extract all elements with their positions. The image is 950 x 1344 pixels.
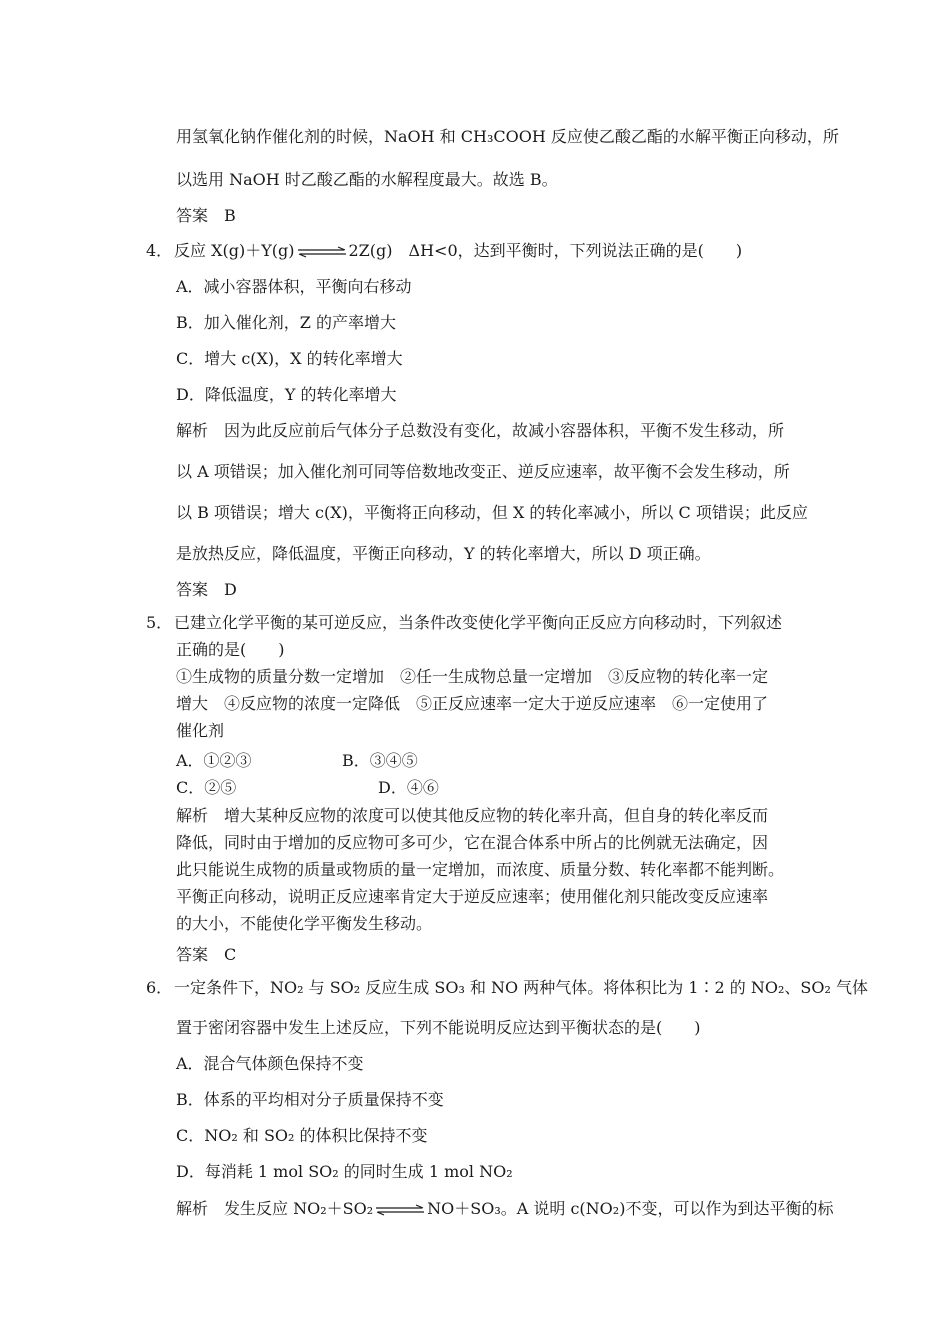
q4-analysis-line-2: 以 A 项错误；加入催化剂可同等倍数地改变正、逆反应速率，故平衡不会发生移动，所 [176,462,790,481]
q5-statements-line-2: 增大 ④反应物的浓度一定降低 ⑤正反应速率一定大于逆反应速率 ⑥一定使用了 [176,694,769,713]
q4-answer: 答案 D [176,580,237,599]
q5-number: 5． [146,613,173,632]
q5-analysis-line-2: 降低，同时由于增加的反应物可多可少，它在混合体系中所占的比例就无法确定，因 [176,833,769,852]
q6-analysis-part-2: NO＋SO₃。A 说明 c(NO₂)不变，可以作为到达平衡的标 [427,1199,834,1218]
q4-stem-part-1: 反应 X(g)＋Y(g) [174,241,295,260]
q6-stem-text: 一定条件下，NO₂ 与 SO₂ 反应生成 SO₃ 和 NO 两种气体。将体积比为 1∶2 的 NO₂、SO₂ 气体 [174,978,868,997]
q5-option-a: A．①②③ [176,751,252,770]
q4-option-b: B．加入催化剂，Z 的产率增大 [176,313,396,332]
q3-analysis-line-2: 以选用 NaOH 时乙酸乙酯的水解程度最大。故选 B。 [176,170,558,189]
q4-option-a: A．减小容器体积，平衡向右移动 [176,277,412,296]
equilibrium-arrow-icon [374,1204,426,1216]
q4-stem-part-2: 2Z(g) ΔH<0，达到平衡时，下列说法正确的是( ) [348,241,743,260]
q3-analysis-line-1: 用氢氧化钠作催化剂的时候，NaOH 和 CH₃COOH 反应使乙酸乙酯的水解平衡正向移动，所 [176,127,839,146]
q5-answer: 答案 C [176,945,237,964]
q4-analysis-line-1: 解析 因为此反应前后气体分子总数没有变化，故减小容器体积，平衡不发生移动，所 [176,421,785,440]
q6-option-b: B．体系的平均相对分子质量保持不变 [176,1090,444,1109]
q6-stem-line-2: 置于密闭容器中发生上述反应，下列不能说明反应达到平衡状态的是( ) [176,1018,701,1037]
q6-stem-line-1 [146,978,868,998]
q3-answer: 答案 B [176,206,236,225]
q6-number: 6． [146,978,173,997]
q6-option-d: D．每消耗 1 mol SO₂ 的同时生成 1 mol NO₂ [176,1162,513,1181]
q6-analysis-line-1 [176,1199,833,1219]
q5-statements-line-3: 催化剂 [176,721,225,740]
q5-stem-line-2: 正确的是( ) [176,640,285,659]
q5-stem-line-1 [146,613,782,633]
q6-option-a: A．混合气体颜色保持不变 [176,1054,364,1073]
q6-option-c: C．NO₂ 和 SO₂ 的体积比保持不变 [176,1126,428,1145]
q5-option-b: B．③④⑤ [342,751,418,770]
q4-option-c: C．增大 c(X)，X 的转化率增大 [176,349,403,368]
q4-number: 4． [146,241,173,260]
q5-analysis-line-5: 的大小，不能使化学平衡发生移动。 [176,914,433,933]
equilibrium-arrow-icon [296,246,348,258]
q5-option-c: C．②⑤ [176,778,237,797]
q5-stem-text: 已建立化学平衡的某可逆反应，当条件改变使化学平衡向正反应方向移动时，下列叙述 [174,613,783,632]
q6-analysis-part-1: 解析 发生反应 NO₂＋SO₂ [176,1199,374,1218]
q4-analysis-line-3: 以 B 项错误；增大 c(X)，平衡将正向移动，但 X 的转化率减小，所以 C 项错误；此反应 [176,503,808,522]
q5-option-d: D．④⑥ [378,778,439,797]
q4-analysis-line-4: 是放热反应，降低温度，平衡正向移动，Y 的转化率增大，所以 D 项正确。 [176,544,711,563]
q4-stem [146,241,742,261]
q4-option-d: D．降低温度，Y 的转化率增大 [176,385,397,404]
q5-analysis-line-4: 平衡正向移动，说明正反应速率肯定大于逆反应速率；使用催化剂只能改变反应速率 [176,887,769,906]
q5-analysis-line-3: 此只能说生成物的质量或物质的量一定增加，而浓度、质量分数、转化率都不能判断。 [176,860,785,879]
q5-statements-line-1: ①生成物的质量分数一定增加 ②任一生成物总量一定增加 ③反应物的转化率一定 [176,667,769,686]
q5-analysis-line-1: 解析 增大某种反应物的浓度可以使其他反应物的转化率升高，但自身的转化率反而 [176,806,769,825]
